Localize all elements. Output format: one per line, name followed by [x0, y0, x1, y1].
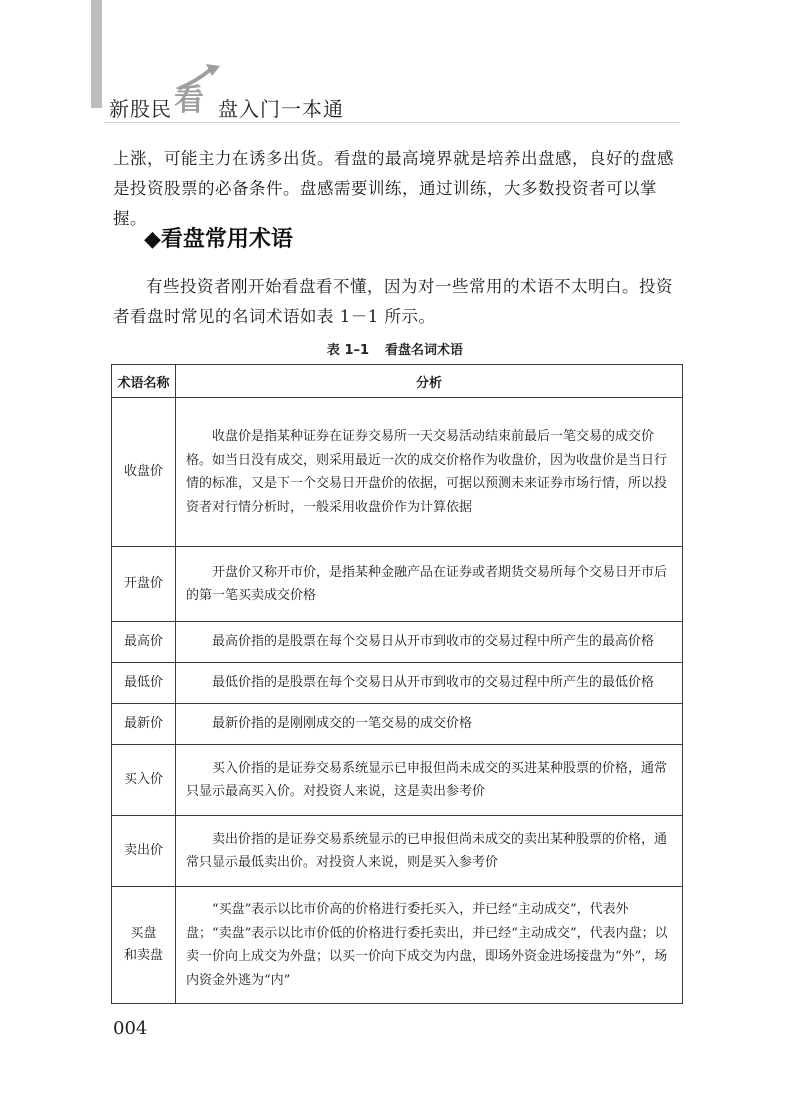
analysis-cell: 最新价指的是刚刚成交的一笔交易的成交价格	[176, 704, 683, 745]
analysis-cell: “买盘”表示以比市价高的价格进行委托买入，并已经“主动成交”，代表外盘；“卖盘”表示以比市价低的价格进行委托卖出，并已经“主动成交”，代表内盘；以卖一价向上成交为外盘；以买一价向下成交为内盘，即场外资金进场接盘为“外”，场内资金外逃为“内”	[176, 887, 683, 1004]
section-title: 看盘常用术语	[160, 227, 293, 252]
table-row	[112, 704, 683, 745]
analysis-cell: 卖出价指的是证券交易系统显示的已申报但尚未成交的卖出某种股票的价格，通常只显示最低卖出价。对投资人来说，则是买入参考价	[176, 816, 683, 887]
running-header	[109, 62, 344, 122]
table-row	[112, 663, 683, 704]
column-header-analysis: 分析	[176, 365, 683, 398]
table-row	[112, 745, 683, 816]
term-cell: 卖出价	[112, 816, 176, 887]
title-logo	[172, 62, 218, 122]
term-cell-line: 买盘	[130, 926, 157, 941]
table-header-row	[112, 365, 683, 398]
analysis-cell: 最高价指的是股票在每个交易日从开市到收市的交易过程中所产生的最高价格	[176, 622, 683, 663]
table-row	[112, 622, 683, 663]
analysis-cell: 买入价指的是证券交易系统显示已申报但尚未成交的买进某种股票的价格，通常只显示最高买入价。对投资人来说，这是卖出参考价	[176, 745, 683, 816]
table-row	[112, 887, 683, 1004]
analysis-cell: 收盘价是指某种证券在证券交易所一天交易活动结束前最后一笔交易的成交价格。如当日没有成交，则采用最近一次的成交价格作为收盘价，因为收盘价是当日行情的标准，又是下一个交易日开盘价的依据，可据以预测未来证券市场行情，所以投资者对行情分析时，一般采用收盘价作为计算依据	[176, 398, 683, 547]
column-header-term: 术语名称	[112, 365, 176, 398]
side-accent-bar	[91, 0, 102, 108]
term-cell: 最新价	[112, 704, 176, 745]
term-cell: 开盘价	[112, 547, 176, 622]
table-row	[112, 547, 683, 622]
header-divider	[104, 122, 680, 123]
term-cell: 最高价	[112, 622, 176, 663]
table-caption	[0, 339, 790, 358]
section-heading	[144, 222, 293, 253]
table-row	[112, 398, 683, 547]
intro-paragraph: 上涨，可能主力在诱多出货。看盘的最高境界就是培养出盘感，良好的盘感是投资股票的必备条件。盘感需要训练，通过训练，大多数投资者可以掌握。	[113, 149, 674, 228]
book-title-suffix: 盘入门一本通	[218, 97, 344, 121]
diamond-bullet-icon: ◆	[144, 227, 161, 252]
term-cell	[112, 887, 176, 1004]
term-cell: 买入价	[112, 745, 176, 816]
book-title-prefix: 新股民	[109, 97, 172, 121]
analysis-cell: 最低价指的是股票在每个交易日从开市到收市的交易过程中所产生的最低价格	[176, 663, 683, 704]
table-caption-title: 看盘名词术语	[385, 343, 464, 358]
logo-character: 看	[174, 83, 204, 118]
page-number: 004	[113, 1018, 148, 1039]
terms-table	[111, 364, 683, 1004]
term-cell: 收盘价	[112, 398, 176, 547]
section-paragraph: 有些投资者刚开始看盘看不懂，因为对一些常用的术语不太明白。投资者看盘时常见的名词术语如表 1－1 所示。	[113, 277, 673, 326]
term-cell-line: 和卖盘	[123, 948, 163, 963]
table-caption-number: 表 1–1	[326, 343, 370, 358]
term-cell: 最低价	[112, 663, 176, 704]
analysis-cell: 开盘价又称开市价，是指某种金融产品在证券或者期货交易所每个交易日开市后的第一笔买卖成交价格	[176, 547, 683, 622]
table-row	[112, 816, 683, 887]
